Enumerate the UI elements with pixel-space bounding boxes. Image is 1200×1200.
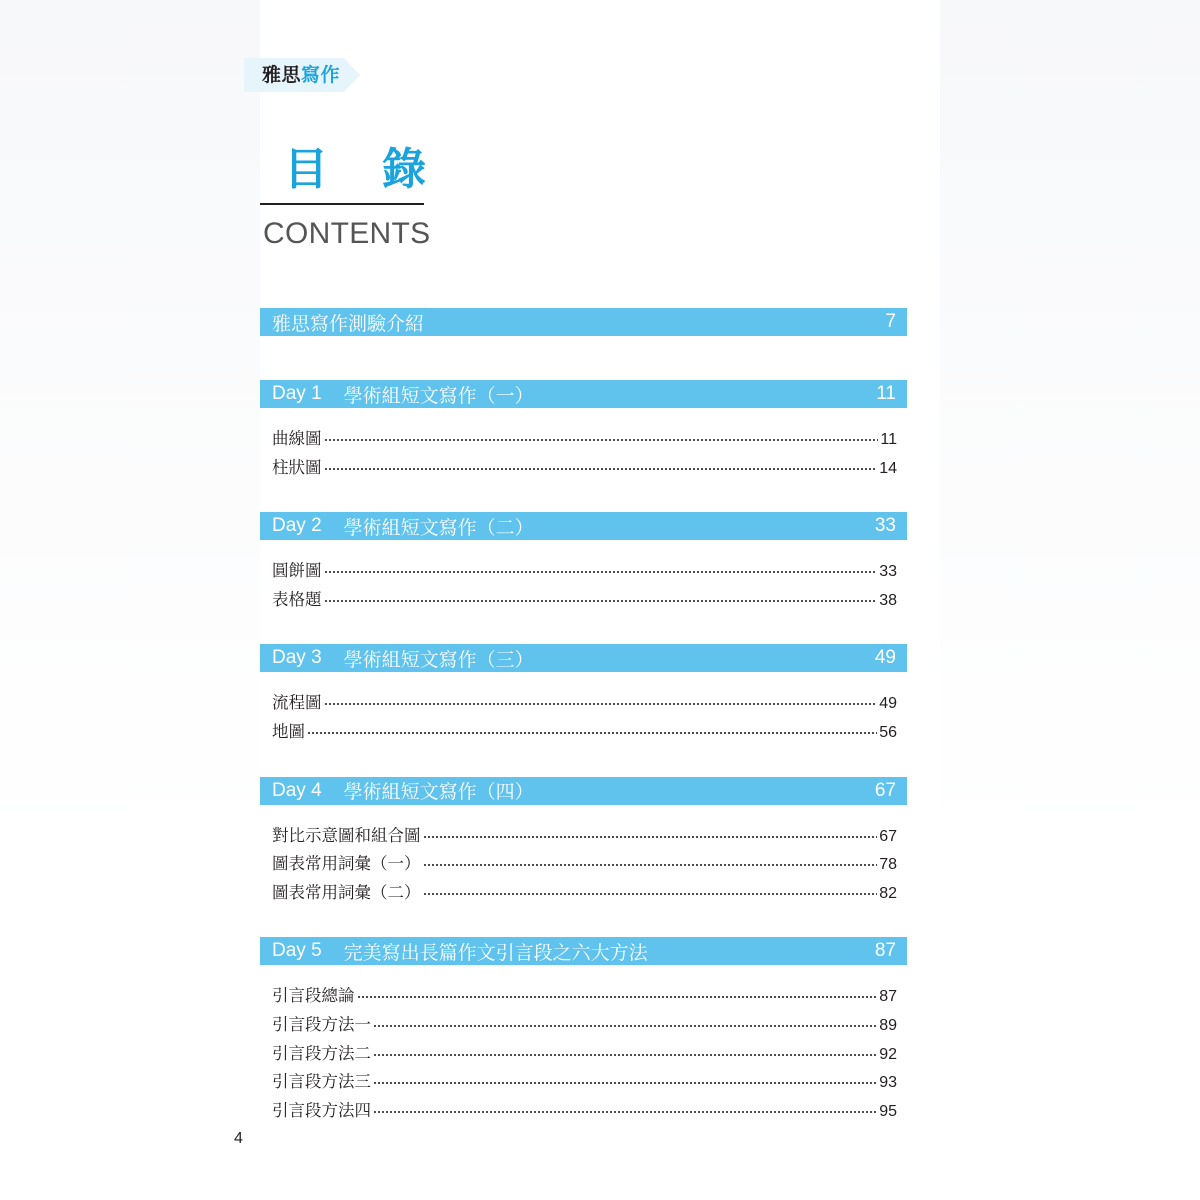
toc-section-header[interactable]	[260, 380, 907, 408]
section-title: 完美寫出長篇作文引言段之六大方法	[343, 941, 648, 964]
toc-entry[interactable]	[260, 454, 907, 483]
badge-highlight: 寫作	[301, 64, 341, 86]
title-divider	[260, 203, 424, 205]
book-badge-label	[262, 59, 340, 91]
toc-entry-page-number: 89	[879, 1016, 897, 1034]
toc-section-header[interactable]	[260, 308, 907, 336]
toc-entry[interactable]	[260, 879, 907, 908]
section-page-number: 49	[874, 647, 896, 669]
toc-entry-list	[260, 557, 907, 614]
toc-entry-page-number: 33	[879, 563, 897, 581]
toc-entry-page-number: 14	[879, 459, 897, 477]
toc-entry[interactable]	[260, 1068, 907, 1097]
toc-entry[interactable]	[260, 1040, 907, 1069]
dot-leader	[307, 731, 877, 737]
toc-entry[interactable]	[260, 822, 907, 851]
toc-entry-label: 柱狀圖	[272, 457, 322, 477]
page-shade-right	[940, 0, 1200, 1200]
section-day-label: Day 5	[272, 940, 322, 962]
toc-entry[interactable]	[260, 586, 907, 615]
section-page-number: 7	[885, 311, 896, 332]
toc-entry[interactable]	[260, 557, 907, 586]
section-page-number: 87	[874, 940, 896, 962]
toc-entry-label: 引言段總論	[272, 986, 355, 1006]
toc-section	[260, 380, 907, 482]
toc-entry-label: 地圖	[272, 721, 305, 741]
toc-entry-page-number: 82	[879, 884, 897, 902]
toc-section	[260, 777, 907, 908]
page-number: 4	[234, 1130, 243, 1147]
table-of-contents	[260, 308, 907, 1155]
toc-entry-list	[260, 982, 907, 1125]
toc-entry-page-number: 11	[880, 431, 897, 448]
dot-leader	[324, 702, 878, 708]
toc-entry-page-number: 38	[879, 591, 897, 609]
page-title: 目錄	[284, 144, 480, 195]
toc-entry-page-number: 49	[879, 695, 897, 713]
toc-entry[interactable]	[260, 425, 907, 454]
toc-entry-label: 流程圖	[272, 693, 322, 713]
toc-entry[interactable]	[260, 1097, 907, 1126]
toc-entry-label: 引言段方法三	[272, 1072, 371, 1092]
toc-entry-page-number: 67	[879, 827, 897, 845]
toc-section-header[interactable]	[260, 512, 907, 540]
section-title: 學術組短文寫作（四）	[343, 781, 534, 804]
toc-entry[interactable]	[260, 689, 907, 718]
dot-leader	[324, 570, 878, 576]
toc-entry-label: 圓餅圖	[272, 561, 322, 581]
page-subtitle: CONTENTS	[263, 217, 431, 250]
page-shade-left	[0, 0, 260, 1200]
toc-entry[interactable]	[260, 982, 907, 1011]
toc-entry-list	[260, 425, 907, 482]
toc-section	[260, 308, 907, 336]
section-page-number: 67	[874, 779, 896, 801]
dot-leader	[324, 599, 878, 605]
toc-entry-page-number: 95	[879, 1102, 897, 1120]
dot-leader	[357, 995, 878, 1001]
dot-leader	[373, 1081, 877, 1087]
toc-entry-label: 對比示意圖和組合圖	[272, 825, 421, 845]
toc-entry-label: 引言段方法一	[272, 1014, 371, 1034]
dot-leader	[423, 835, 878, 841]
badge-prefix: 雅思	[262, 64, 302, 86]
section-title: 學術組短文寫作（一）	[343, 384, 534, 407]
toc-entry-list	[260, 822, 907, 908]
section-day-label: Day 2	[272, 515, 322, 537]
toc-entry[interactable]	[260, 850, 907, 879]
dot-leader	[423, 863, 878, 869]
toc-section-header[interactable]	[260, 777, 907, 805]
toc-section	[260, 644, 907, 746]
toc-entry[interactable]	[260, 1011, 907, 1040]
section-title: 雅思寫作測驗介紹	[272, 312, 425, 335]
toc-entry-page-number: 78	[879, 856, 897, 874]
dot-leader	[423, 892, 878, 898]
toc-entry-page-number: 92	[879, 1045, 897, 1063]
dot-leader	[373, 1053, 877, 1059]
section-title: 學術組短文寫作（三）	[343, 648, 534, 671]
dot-leader	[324, 438, 879, 444]
toc-section-header[interactable]	[260, 937, 907, 965]
section-day-label: Day 1	[272, 383, 322, 404]
section-page-number: 11	[876, 383, 896, 404]
section-title: 學術組短文寫作（二）	[343, 516, 534, 539]
toc-entry-label: 引言段方法二	[272, 1043, 371, 1063]
toc-entry[interactable]	[260, 718, 907, 747]
section-page-number: 33	[874, 515, 896, 537]
toc-entry-label: 引言段方法四	[272, 1100, 371, 1120]
toc-entry-page-number: 87	[879, 988, 897, 1006]
toc-entry-label: 圖表常用詞彙（二）	[272, 882, 421, 902]
dot-leader	[373, 1110, 877, 1116]
toc-section	[260, 937, 907, 1125]
toc-section-header[interactable]	[260, 644, 907, 672]
toc-entry-page-number: 93	[879, 1074, 897, 1092]
toc-section	[260, 512, 907, 614]
dot-leader	[373, 1024, 877, 1030]
toc-entry-list	[260, 689, 907, 746]
dot-leader	[324, 467, 878, 473]
section-day-label: Day 4	[272, 779, 322, 801]
toc-entry-page-number: 56	[879, 723, 897, 741]
toc-entry-label: 圖表常用詞彙（一）	[272, 854, 421, 874]
toc-entry-label: 表格題	[272, 589, 322, 609]
toc-entry-label: 曲線圖	[272, 429, 322, 448]
section-day-label: Day 3	[272, 647, 322, 669]
